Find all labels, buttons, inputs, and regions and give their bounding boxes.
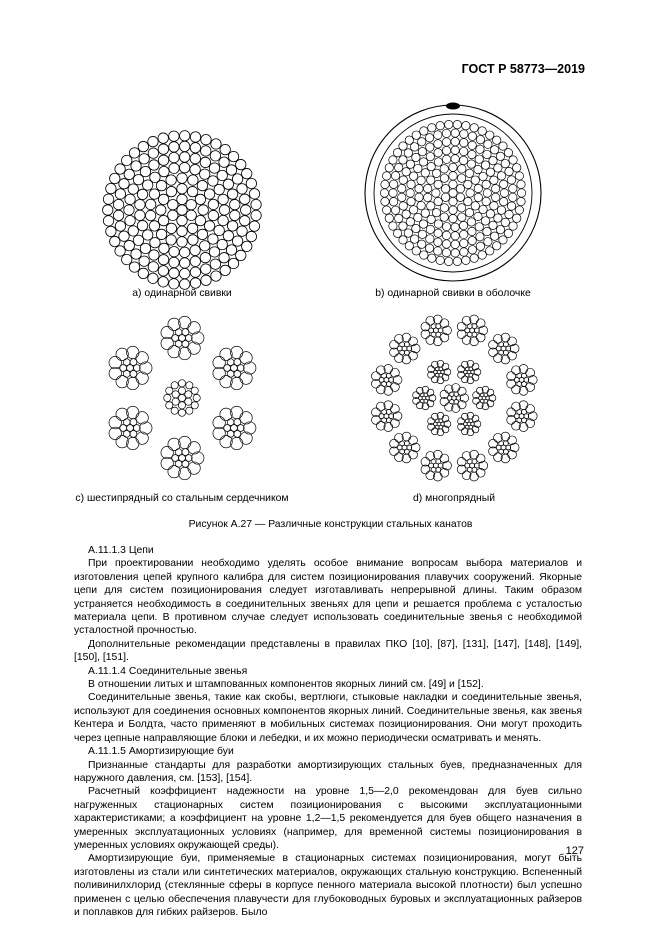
paragraph: При проектировании необходимо уделять особое внимание вопросам выбора материалов и изготовления цепей крупного калибра для систем позиционирования плавучих сооружений. Якорные цепи для систем позиционирования следует изготавливать непрерывной длины. Таким образом устраняется необходимость в соединительных звеньях для цепи и решается проблема с усталостью материала цепи. В противном случае следует использовать соединительные звенья с необходимой усталостной прочностью. (74, 558, 582, 637)
figure-c-six-strand (82, 308, 282, 488)
rope-cross-section-single-lay (92, 120, 272, 300)
figure-d-multi-strand (364, 308, 544, 488)
figure-a-single-lay (92, 120, 272, 300)
paragraph: Соединительные звенья, такие как скобы, вертлюги, стыковые накладки и соединительные звенья, используют для соединения основных компонентов якорных линий. Соединительные звенья, как звенья Кентера и Болдта, часто применяют в мобильных системах позиционирования. Они могут проходить через цепные направляющие блоки и лебедки, и их можно периодически осматривать и менять. (74, 692, 582, 744)
page-number: 127 (565, 845, 584, 857)
figure-d-caption: d) многопрядный (412, 493, 496, 504)
section-heading-buoys: А.11.1.5 Амортизирующие буи (88, 746, 234, 758)
figure-c-caption: c) шестипрядный со стальным сердечником (75, 493, 289, 504)
figure-b-caption: b) одинарной свивки в оболочке (375, 288, 531, 299)
section-heading-connectors: А.11.1.4 Соединительные звенья (88, 665, 248, 677)
body-text (74, 544, 582, 919)
section-heading-chains: А.11.1.3 Цепи (88, 545, 154, 556)
rope-cross-section-multi-strand (364, 308, 544, 488)
paragraph: Амортизирующие буи, применяемые в стационарных системах позиционирования, могут быть изготовлены из стали или синтетических материалов, окружающих стальную конструкцию. Вспененный поливинилхлорид (стеклянные сферы в корпусе пенного материала высокой плотности) был успешно применен с целью обеспечения плавучести для глубоководных буровых и эксплуатационных райзеров и поплавков для гибких райзеров. Было (74, 853, 582, 918)
figure-a-caption: а) одинарной свивки (132, 288, 232, 299)
figure-title: Рисунок А.27 — Различные конструкции стальных канатов (188, 519, 473, 530)
document-id: ГОСТ Р 58773—2019 (461, 62, 585, 76)
paragraph: Признанные стандарты для разработки амортизирующих стальных буев, предназначенных для наружного давления, см. [153], [154]. (74, 759, 582, 784)
rope-cross-section-sheathed (358, 98, 548, 288)
rope-cross-section-six-strand (82, 308, 282, 488)
figure-b-sheathed (358, 98, 548, 288)
paragraph: Расчетный коэффициент надежности на уровне 1,5—2,0 рекомендован для буев сильно нагруженных стационарных систем позиционирования с высокими эксплуатационными характеристиками; а коэффициент на уровне 1,2—1,5 рекомендуется для буев общего назначения в умеренных эксплуатационных условиях (например, для временной системы позиционирования в умеренных условиях окружающей среды). (74, 786, 582, 851)
paragraph: В отношении литых и штампованных компонентов якорных линий см. [49] и [152]. (88, 679, 484, 691)
paragraph: Дополнительные рекомендации представлены в правилах ПКО [10], [87], [131], [147], [148], [149], [150], [151]. (74, 638, 582, 664)
